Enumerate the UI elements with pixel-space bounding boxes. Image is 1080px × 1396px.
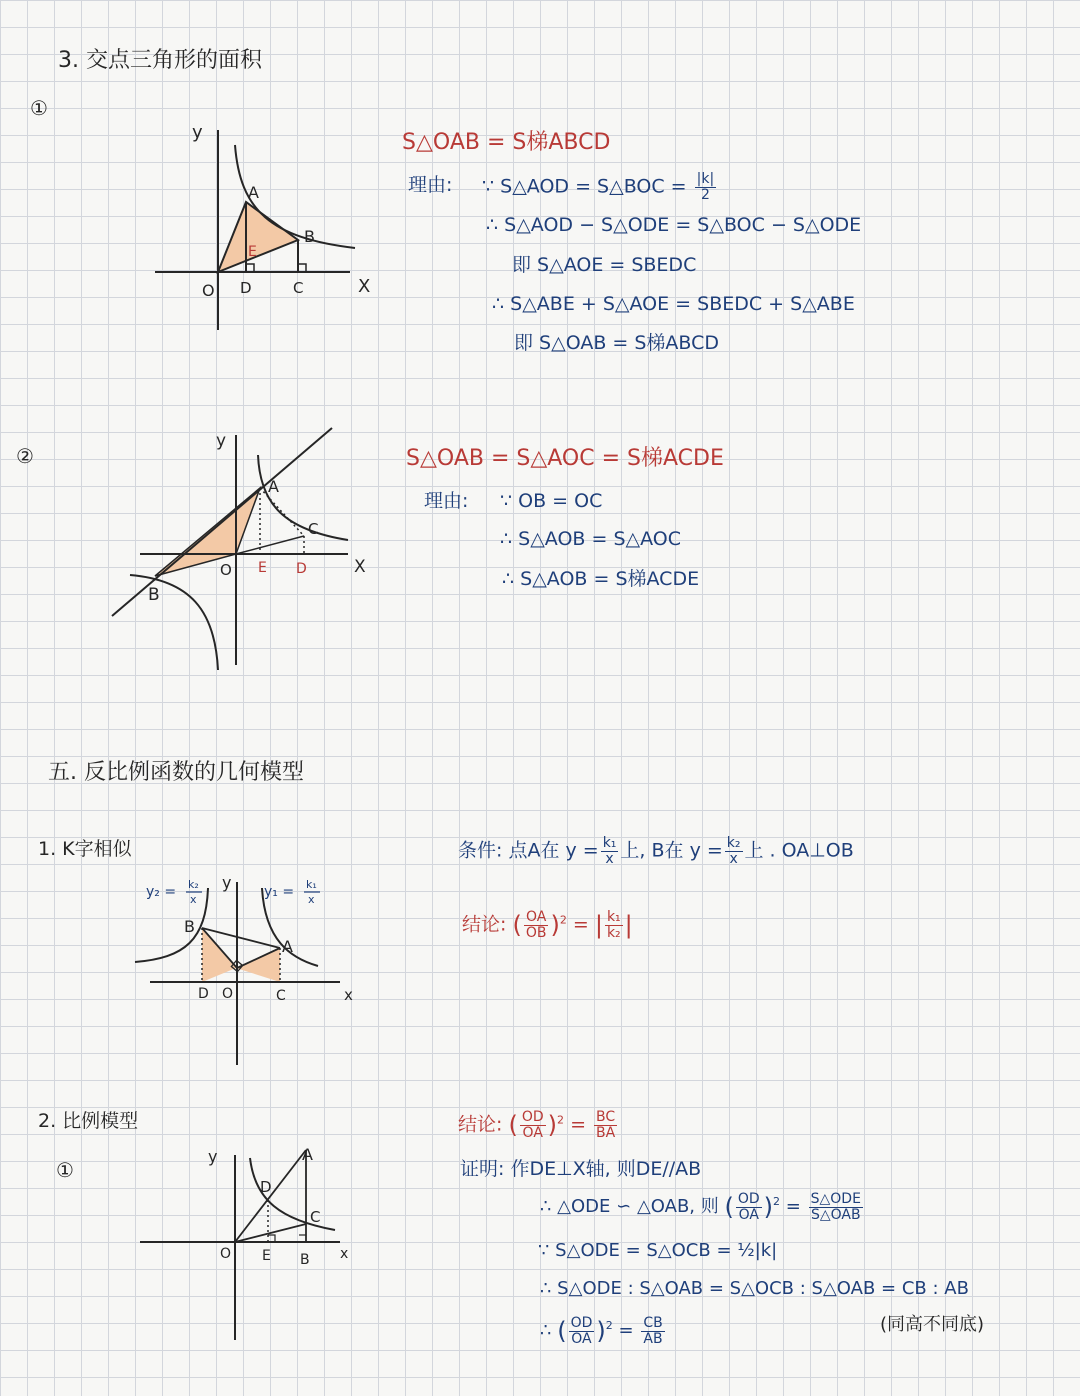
label-c: C [310,1208,321,1226]
shaded-triangle-oab [155,488,260,576]
model2-title: 2. 比例模型 [38,1110,139,1132]
p1-reason-2: ∴ S△AOD − S△ODE = S△BOC − S△ODE [486,214,862,236]
label-y1-k1: k₁ [306,878,317,891]
label-a: A [302,1145,313,1164]
p2-reason-1: ∵ OB = OC [500,490,603,512]
label-d: D [240,279,252,297]
p1-reason-4: ∴ S△ABE + S△AOE = SBEDC + S△ABE [492,293,855,315]
label-c: C [293,279,304,297]
model2-proof-2: ∴ △ODE ∽ △OAB, 则 ( $\frac{OD}{OA}$ )$^2$ = $\frac{\text{S△ODE}}{\text{S△OAB}}$ [540,1191,861,1223]
model2-note: (同高不同底) [880,1314,985,1335]
label-y: y [192,122,203,143]
label-e: E [248,244,257,260]
label-b: B [300,1252,310,1268]
label-y: y [216,431,227,451]
figure-k-similarity [130,870,360,1070]
label-y: y [222,873,232,892]
p2-reason-label: 理由: [424,490,469,512]
label-y1: y₁ = [264,884,295,900]
p1-reason-3: 即 S△AOE = SBEDC [512,254,697,276]
label-a: A [248,183,259,202]
model2-proof-4: ∴ S△ODE : S△OAB = S△OCB : S△OAB = CB : AB [540,1278,969,1299]
label-o: O [202,281,215,300]
section3-title: 3. 交点三角形的面积 [58,48,262,73]
label-x: X [354,557,366,577]
label-y: y [208,1147,218,1166]
label-x: x [340,1246,349,1262]
model1-conclusion: 结论: ( $\frac{OA}{OB}$ )$^2$ = | $\frac{\text{k₁}}{\text{k₂}}$ | [462,909,633,941]
p2-reason-2: ∴ S△AOB = S△AOC [500,528,682,550]
model2-conclusion: 结论: ( $\frac{OD}{OA}$ )$^2$ = $\frac{BC}{BA}$ [458,1109,616,1141]
p2-reason-3: ∴ S△AOB = S梯ACDE [502,568,700,590]
label-o: O [222,986,234,1002]
label-y2: y₂ = [146,884,177,900]
figure-intersection-triangle-1 [140,110,380,340]
line-oc [235,1224,306,1242]
line-oc [236,536,304,554]
model2-proof-3: ∵ S△ODE = S△OCB = ½|k| [538,1240,778,1261]
model1-title: 1. K字相似 [38,838,132,860]
figure-ratio-model [130,1140,360,1350]
figure-intersection-triangle-2 [100,420,380,680]
model2-proof-5: ∴ ( $\frac{OD}{OA}$ )$^2$ = $\frac{CB}{AB}$ [540,1315,663,1347]
p1-reason-label: 理由: [408,174,453,196]
model2-proof-1: 证明: 作DE⊥X轴, 则DE//AB [460,1158,702,1180]
label-x: X [358,276,371,297]
label-b: B [148,585,160,605]
hyperbola-branch-1 [258,455,348,540]
label-e: E [262,1248,271,1264]
label-d: D [296,561,307,577]
label-y1-x: x [308,893,315,906]
section5-title: 五. 反比例函数的几何模型 [48,760,304,785]
label-y2-k2: k₂ [188,878,199,891]
label-b: B [184,917,195,936]
label-y2-x: x [190,893,197,906]
part1-number: ① [30,96,48,120]
p1-reason-1: ∵ S△AOD = S△BOC = $\frac{|k|}{2}$ [482,171,715,203]
label-a: A [282,937,293,956]
shaded-triangle-oab [218,202,298,272]
label-c: C [276,988,286,1004]
model1-condition: 条件: 点A在 y = $\frac{\text{k₁}}{x}$ 上, B在 y = $\frac{\text{k₂}}{x}$ 上 . OA⊥OB [458,835,854,867]
line-oa [235,1150,306,1242]
label-b: B [304,227,315,246]
line-ab [112,428,332,616]
label-a: A [268,477,279,496]
label-o: O [220,1246,232,1262]
part2-number: ② [16,444,34,468]
label-d: D [198,986,209,1002]
p1-reason-5: 即 S△OAB = S梯ABCD [514,332,720,354]
p2-formula: S△OAB = S△AOC = S梯ACDE [406,446,724,471]
label-d: D [260,1178,272,1196]
label-o: O [220,561,232,579]
model2-number: ① [56,1158,74,1182]
p1-formula: S△OAB = S梯ABCD [402,130,611,155]
label-x: x [344,986,353,1004]
label-c: C [308,520,319,538]
label-e: E [258,560,267,576]
